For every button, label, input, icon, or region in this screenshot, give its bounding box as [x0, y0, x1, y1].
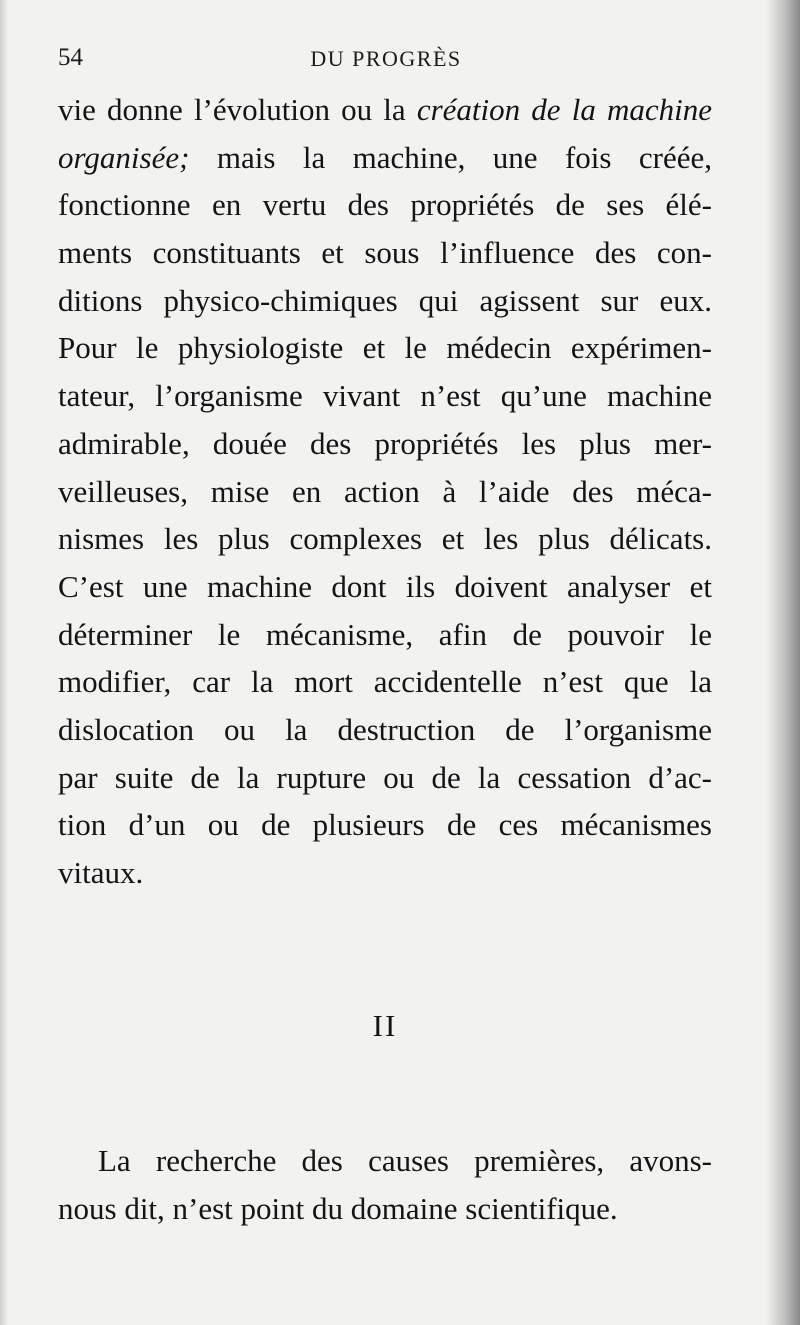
text-segment: veilleuses, mise en action à l’aide des méca- — [58, 473, 712, 509]
text-segment: par suite de la rupture ou de la cessation d’ac- — [58, 759, 712, 795]
text-segment: vie donne l’évolution ou la — [58, 92, 417, 127]
text-line — [58, 277, 712, 325]
italic-text: création de la machine — [416, 92, 712, 127]
text-segment: nous dit, n’est point du domaine scientifique. — [58, 1190, 618, 1226]
text-segment: déterminer le mécanisme, afin de pouvoir le — [58, 616, 712, 652]
text-line — [58, 420, 712, 468]
text-segment: nismes les plus complexes et les plus délicats. — [58, 521, 712, 557]
text-line — [58, 324, 712, 372]
text-segment: tion d’un ou de plusieurs de ces mécanismes — [58, 807, 712, 843]
text-line — [58, 372, 712, 420]
text-line — [58, 515, 712, 563]
text-line — [58, 754, 712, 802]
spine-shadow — [766, 0, 800, 1325]
italic-text: organisée; — [58, 139, 190, 175]
text-segment: Pour le physiologiste et le médecin expérimen- — [58, 330, 712, 366]
text-line — [58, 1185, 712, 1233]
text-segment: fonctionne en vertu des propriétés de ses élé- — [58, 187, 712, 223]
text-line — [58, 706, 712, 754]
text-line — [58, 563, 712, 611]
text-segment: C’est une machine dont ils doivent analyser et — [58, 568, 712, 604]
paragraph-main — [58, 86, 712, 897]
page-number: 54 — [58, 44, 83, 71]
text-line — [58, 86, 712, 134]
running-title: DU PROGRÈS — [310, 46, 462, 71]
text-segment: ditions physico-chimiques qui agissent sur eux. — [58, 282, 712, 318]
running-head — [58, 44, 714, 76]
text-segment: mais la machine, une fois créée, — [189, 139, 712, 175]
text-segment: modifier, car la mort accidentelle n’est que la — [58, 664, 712, 700]
text-line — [58, 849, 712, 897]
page-left-edge — [0, 0, 8, 1325]
text-line — [58, 229, 712, 277]
text-segment: dislocation ou la destruction de l’organisme — [58, 711, 712, 747]
text-line — [58, 1137, 712, 1185]
text-segment: vitaux. — [58, 855, 144, 890]
text-segment: tateur, l’organisme vivant n’est qu’une machine — [58, 378, 712, 414]
text-segment: admirable, douée des propriétés les plus mer- — [58, 425, 712, 461]
text-line — [58, 134, 712, 182]
text-segment: La recherche des causes premières, avons- — [98, 1143, 712, 1178]
paragraph-section-ii — [58, 1137, 712, 1232]
section-number: II — [372, 1008, 398, 1043]
text-line — [58, 468, 712, 516]
text-line — [58, 801, 712, 849]
text-segment: ments constituants et sous l’influence des con- — [58, 235, 712, 271]
text-line — [58, 181, 712, 229]
text-line — [58, 658, 712, 706]
text-line — [58, 611, 712, 659]
